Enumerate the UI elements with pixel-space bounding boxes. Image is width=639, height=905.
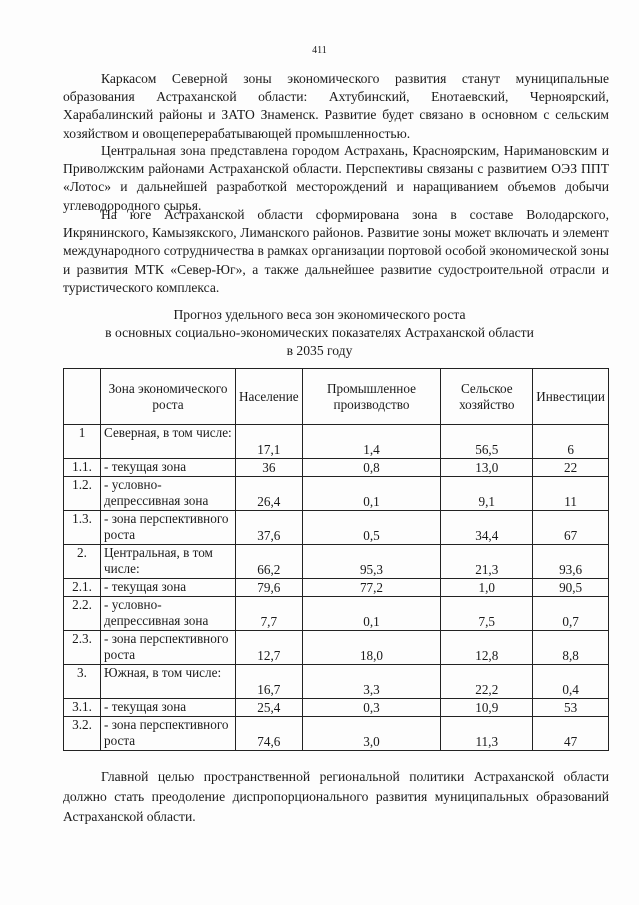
row-num: 1.1. — [64, 459, 101, 477]
row-num: 3.1. — [64, 699, 101, 717]
cell-agriculture: 9,1 — [441, 477, 533, 511]
cell-population: 79,6 — [236, 579, 303, 597]
paragraph-text: На юге Астраханской области сформирована зона в составе Володарского, Икрянинского, Камызякского, Лиманского районов. Развитие зоны может включать и элемент международного сотрудничества в рамках организации портовой особой экономической зоны и развития МТК «Север-Юг», а также дальнейшее развитие судостроительной отрасли и туристического комплекса. — [63, 207, 609, 295]
cell-population: 37,6 — [236, 511, 303, 545]
header-investment: Инвестиции — [533, 369, 609, 425]
cell-investment: 22 — [533, 459, 609, 477]
cell-population: 25,4 — [236, 699, 303, 717]
caption-line: в 2035 году — [286, 343, 353, 358]
cell-industry: 3,0 — [302, 717, 441, 751]
cell-industry: 0,1 — [302, 477, 441, 511]
cell-industry: 0,1 — [302, 597, 441, 631]
row-zone: Северная, в том числе: — [101, 425, 236, 459]
row-zone: Центральная, в том числе: — [101, 545, 236, 579]
paragraph-text: Каркасом Северной зоны экономического развития станут муниципальные образования Астраханской области: Ахтубинский, Енотаевский, Черноярский, Харабалинский районы и ЗАТО Знаменск. Развитие будет связано в основном с сельским хозяйством и овощеперерабатывающей промышленностью. — [63, 71, 609, 141]
cell-agriculture: 11,3 — [441, 717, 533, 751]
cell-industry: 95,3 — [302, 545, 441, 579]
zones-table — [63, 368, 609, 751]
table-row — [64, 459, 609, 477]
table-row — [64, 579, 609, 597]
cell-investment: 67 — [533, 511, 609, 545]
cell-agriculture: 34,4 — [441, 511, 533, 545]
cell-industry: 1,4 — [302, 425, 441, 459]
cell-investment: 90,5 — [533, 579, 609, 597]
row-zone: - зона перспективного роста — [101, 511, 236, 545]
row-num: 2.3. — [64, 631, 101, 665]
row-num: 3. — [64, 665, 101, 699]
body-paragraph-central — [63, 142, 609, 215]
cell-population: 26,4 — [236, 477, 303, 511]
cell-agriculture: 10,9 — [441, 699, 533, 717]
cell-industry: 18,0 — [302, 631, 441, 665]
cell-agriculture: 1,0 — [441, 579, 533, 597]
table-row — [64, 631, 609, 665]
body-paragraph-south — [63, 206, 609, 297]
table-caption — [0, 306, 639, 360]
table-row — [64, 665, 609, 699]
table-row — [64, 545, 609, 579]
cell-population: 12,7 — [236, 631, 303, 665]
cell-population: 66,2 — [236, 545, 303, 579]
cell-population: 17,1 — [236, 425, 303, 459]
cell-investment: 47 — [533, 717, 609, 751]
row-zone: - условно-депрессивная зона — [101, 597, 236, 631]
paragraph-text: Главной целью пространственной региональной политики Астраханской области должно стать преодоление диспропорционального развития муниципальных образований Астраханской области. — [63, 769, 609, 824]
row-num: 1 — [64, 425, 101, 459]
row-num: 3.2. — [64, 717, 101, 751]
row-num: 1.2. — [64, 477, 101, 511]
cell-industry: 0,5 — [302, 511, 441, 545]
row-zone: - условно-депрессивная зона — [101, 477, 236, 511]
header-agriculture: Сельское хозяйство — [441, 369, 533, 425]
cell-industry: 0,8 — [302, 459, 441, 477]
table-header-row — [64, 369, 609, 425]
row-num: 1.3. — [64, 511, 101, 545]
row-num: 2.2. — [64, 597, 101, 631]
cell-population: 16,7 — [236, 665, 303, 699]
row-zone: - текущая зона — [101, 699, 236, 717]
page-number: 411 — [312, 45, 327, 56]
row-zone: - зона перспективного роста — [101, 631, 236, 665]
table-row — [64, 717, 609, 751]
cell-population: 7,7 — [236, 597, 303, 631]
cell-investment: 0,4 — [533, 665, 609, 699]
row-zone: - зона перспективного роста — [101, 717, 236, 751]
cell-industry: 0,3 — [302, 699, 441, 717]
cell-population: 74,6 — [236, 717, 303, 751]
table-row — [64, 511, 609, 545]
cell-investment: 53 — [533, 699, 609, 717]
body-paragraph-north — [63, 70, 609, 143]
header-num — [64, 369, 101, 425]
cell-investment: 93,6 — [533, 545, 609, 579]
cell-investment: 11 — [533, 477, 609, 511]
closing-paragraph — [63, 767, 609, 827]
cell-agriculture: 21,3 — [441, 545, 533, 579]
caption-line: Прогноз удельного веса зон экономического роста — [173, 307, 466, 322]
cell-agriculture: 12,8 — [441, 631, 533, 665]
cell-agriculture: 56,5 — [441, 425, 533, 459]
cell-industry: 77,2 — [302, 579, 441, 597]
row-num: 2. — [64, 545, 101, 579]
table-row — [64, 425, 609, 459]
row-num: 2.1. — [64, 579, 101, 597]
cell-agriculture: 22,2 — [441, 665, 533, 699]
cell-investment: 0,7 — [533, 597, 609, 631]
table-row — [64, 477, 609, 511]
cell-investment: 8,8 — [533, 631, 609, 665]
cell-agriculture: 13,0 — [441, 459, 533, 477]
row-zone: - текущая зона — [101, 459, 236, 477]
cell-agriculture: 7,5 — [441, 597, 533, 631]
cell-population: 36 — [236, 459, 303, 477]
cell-investment: 6 — [533, 425, 609, 459]
cell-industry: 3,3 — [302, 665, 441, 699]
row-zone: - текущая зона — [101, 579, 236, 597]
header-zone: Зона экономического роста — [101, 369, 236, 425]
table-row — [64, 597, 609, 631]
caption-line: в основных социально-экономических показателях Астраханской области — [105, 325, 534, 340]
row-zone: Южная, в том числе: — [101, 665, 236, 699]
header-population: Население — [236, 369, 303, 425]
paragraph-text: Центральная зона представлена городом Астрахань, Красноярским, Наримановским и Приволжским районами Астраханской области. Перспективы связаны с развитием ОЭЗ ППТ «Лотос» и дальнейшей разработкой месторождений и наращиванием объемов добычи углеводородного сырья. — [63, 143, 609, 213]
table-row — [64, 699, 609, 717]
header-industry: Промышленное производство — [302, 369, 441, 425]
